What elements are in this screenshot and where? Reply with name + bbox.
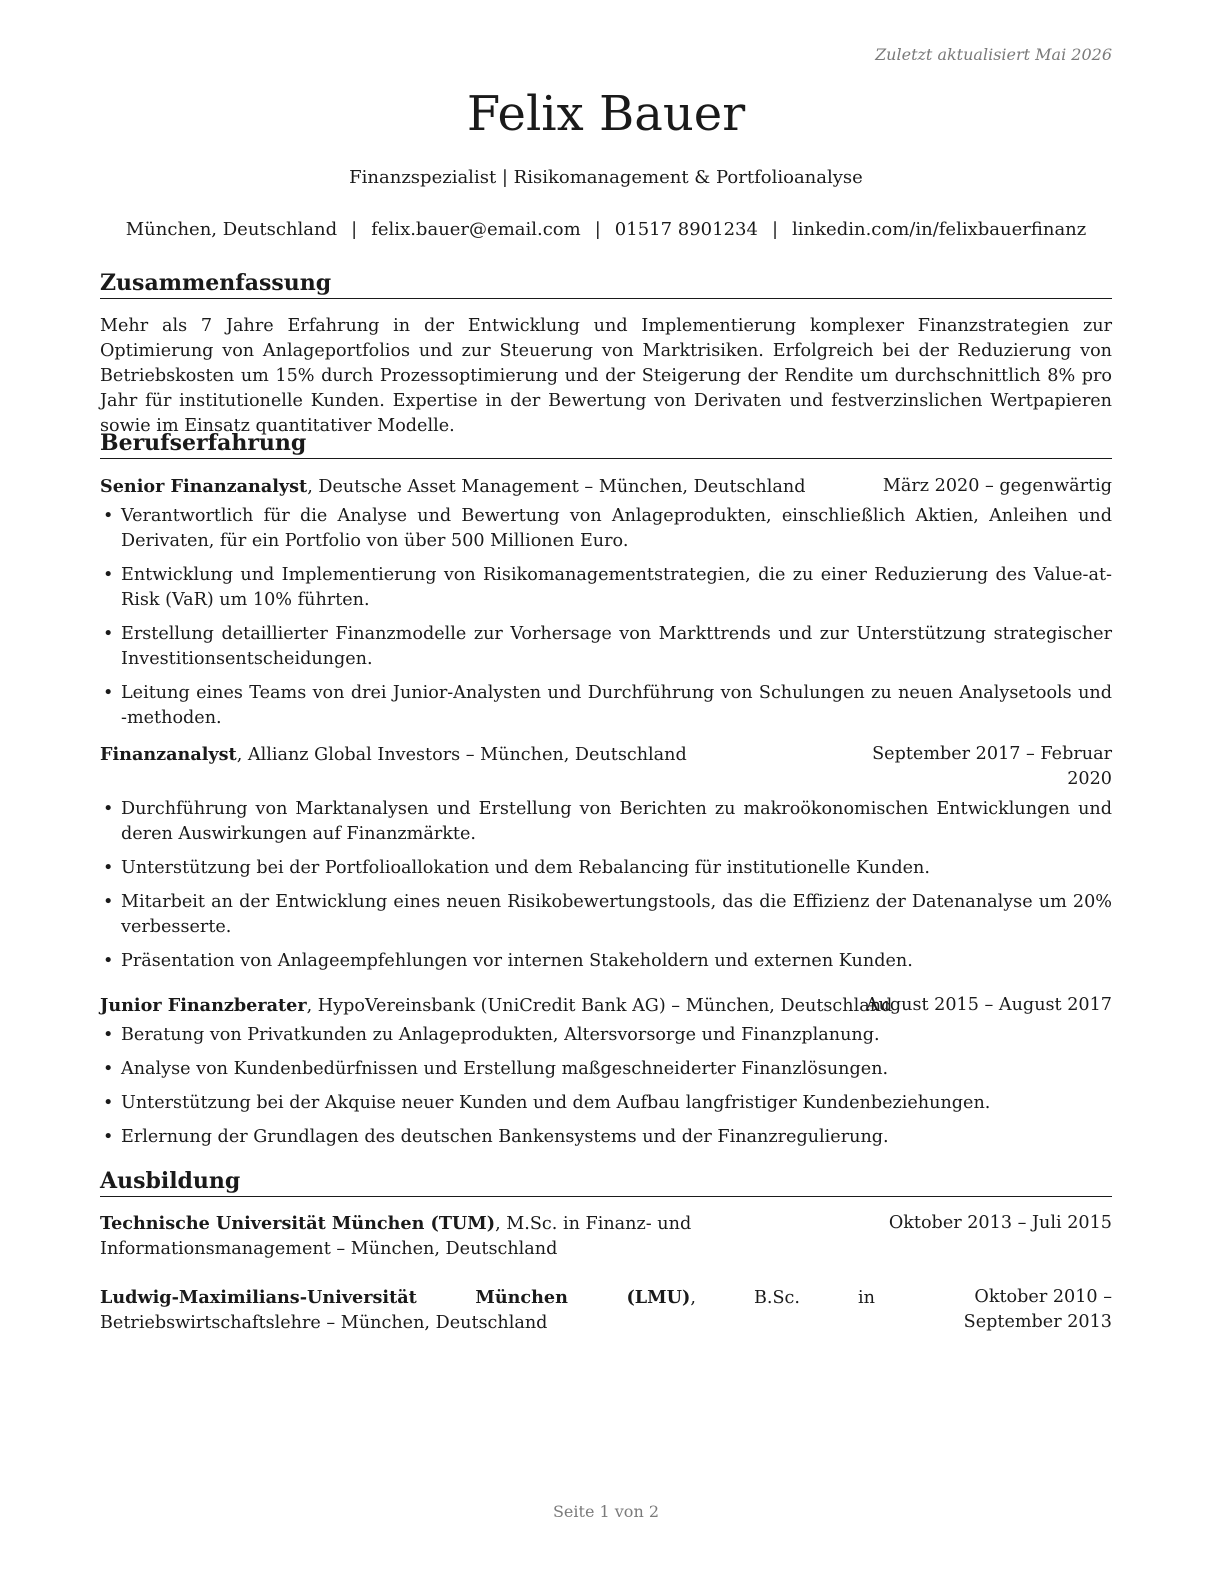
education-date: Oktober 2010 – September 2013: [876, 1285, 1112, 1335]
job-date: September 2017 – Februar 2020: [872, 744, 1112, 789]
contact-phone: 01517 8901234: [614, 219, 758, 240]
education-entry: [100, 1211, 1112, 1262]
resume-page: [100, 0, 1112, 1584]
job-bullets: [100, 797, 1112, 983]
candidate-name: Felix Bauer: [466, 86, 746, 142]
contact-email[interactable]: felix.bauer@email.com: [371, 219, 581, 240]
job-header: [100, 474, 1112, 500]
job-header: [100, 993, 1112, 1019]
list-item: • Analyse von Kundenbedürfnissen und Erstellung maßgeschneiderter Finanzlösungen.: [100, 1057, 1112, 1082]
contact-separator: |: [594, 219, 601, 240]
education-school: Ludwig-Maximilians-Universität München (LMU): [100, 1287, 691, 1308]
job-date: März 2020 – gegenwärtig: [882, 476, 1112, 496]
list-item: • Mitarbeit an der Entwicklung eines neuen Risikobewertungstools, das die Effizienz der Datenanalyse um 20% verbesserte.: [100, 890, 1112, 940]
job-company: , Allianz Global Investors – München, Deutschland: [236, 745, 687, 765]
education-date: Oktober 2013 – Juli 2015: [883, 1211, 1112, 1236]
list-item: • Beratung von Privatkunden zu Anlageprodukten, Altersvorsorge und Finanzplanung.: [100, 1023, 1112, 1048]
last-updated: Zuletzt aktualisiert Mai 2026: [875, 45, 1112, 64]
contact-location: München, Deutschland: [125, 219, 338, 240]
section-title-summary: Zusammenfassung: [100, 270, 1112, 299]
list-item: • Unterstützung bei der Portfolioallokation und dem Rebalancing für institutionelle Kunden.: [100, 856, 1112, 881]
section-title-education: Ausbildung: [100, 1168, 1112, 1197]
job-company: , Deutsche Asset Management – München, Deutschland: [307, 477, 806, 497]
job-role: Finanzanalyst: [100, 744, 237, 765]
contact-separator: |: [771, 219, 779, 240]
summary-text: Mehr als 7 Jahre Erfahrung in der Entwicklung und Implementierung komplexer Finanzstrategien zur Optimierung von Anlageportfolios und zur Steuerung von Marktrisiken. Erfolgreich bei der Reduzierung von Betriebskosten um 15% durch Prozessoptimierung und der Steigerung der Rendite um durchschnittlich 8% pro Jahr für institutionelle Kunden. Expertise in der Bewertung von Derivaten und festverzinslichen Wertpapieren sowie im Einsatz quantitativer Modelle.: [100, 316, 1112, 436]
list-item: • Leitung eines Teams von drei Junior-Analysten und Durchführung von Schulungen zu neuen Analysetools und -methoden.: [100, 681, 1112, 731]
contact-separator: |: [351, 219, 358, 240]
list-item: • Entwicklung und Implementierung von Risikomanagementstrategien, die zu einer Reduzierung des Value-at-Risk (VaR) um 10% führten.: [100, 563, 1112, 613]
education-degree: , M.Sc. in Finanz- und Informationsmanagement – München, Deutschland: [100, 1214, 692, 1259]
job-role: Senior Finanzanalyst: [100, 476, 308, 497]
job-header: [100, 742, 1112, 789]
job-company: , HypoVereinsbank (UniCredit Bank AG) – München, Deutschland: [306, 996, 893, 1016]
education-entry: [100, 1285, 1112, 1336]
list-item: • Verantwortlich für die Analyse und Bewertung von Anlageprodukten, einschließlich Aktien, Anleihen und Derivaten, für ein Portfolio von über 500 Millionen Euro.: [100, 504, 1112, 554]
job-bullets: [100, 1023, 1112, 1159]
education-school: Technische Universität München (TUM): [100, 1213, 496, 1234]
list-item: • Durchführung von Marktanalysen und Erstellung von Berichten zu makroökonomischen Entwicklungen und deren Auswirkungen auf Finanzmärkte.: [100, 797, 1112, 847]
job-date: August 2015 – August 2017: [865, 995, 1112, 1015]
list-item: • Erstellung detaillierter Finanzmodelle zur Vorhersage von Markttrends und zur Unterstützung strategischer Investitionsentscheidungen.: [100, 622, 1112, 672]
page-number: Seite 1 von 2: [552, 1502, 660, 1521]
list-item: • Präsentation von Anlageempfehlungen vor internen Stakeholdern und externen Kunden.: [100, 949, 1112, 974]
job-role: Junior Finanzberater: [100, 995, 307, 1016]
contact-line: [100, 219, 1112, 240]
contact-linkedin[interactable]: linkedin.com/in/felixbauerfinanz: [792, 219, 1087, 240]
education-degree: , B.Sc. in Betriebswirtschaftslehre – München, Deutschland: [100, 1288, 875, 1333]
list-item: • Unterstützung bei der Akquise neuer Kunden und dem Aufbau langfristiger Kundenbeziehungen.: [100, 1091, 1112, 1116]
tagline: Finanzspezialist | Risikomanagement & Portfolioanalyse: [349, 167, 863, 188]
section-title-experience: Berufserfahrung: [100, 430, 1112, 459]
job-bullets: [100, 504, 1112, 740]
list-item: • Erlernung der Grundlagen des deutschen Bankensystems und der Finanzregulierung.: [100, 1125, 1112, 1150]
